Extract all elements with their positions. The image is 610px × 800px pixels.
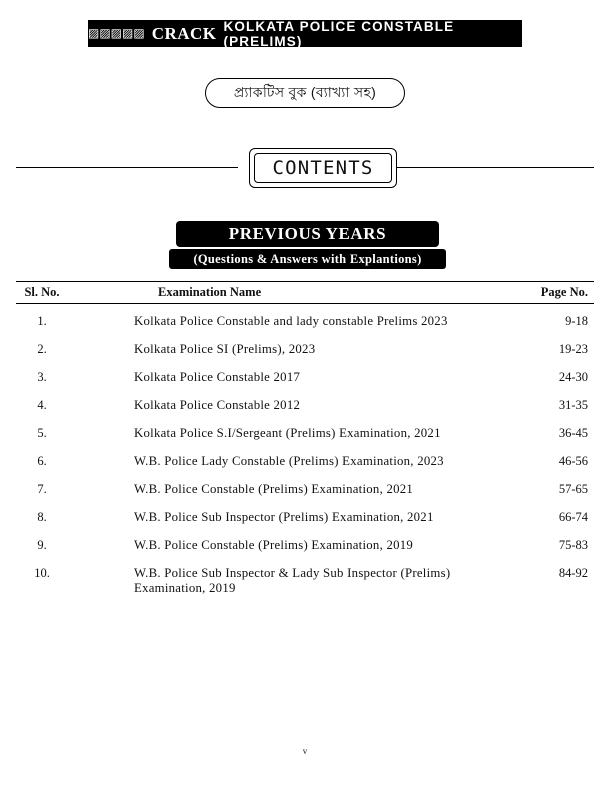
table-row[interactable] <box>16 398 594 426</box>
row-sl: 2. <box>37 342 47 357</box>
row-page: 46-56 <box>558 454 588 469</box>
contents-title: CONTENTS <box>272 157 374 179</box>
contents-heading <box>16 148 594 188</box>
section-title-text: PREVIOUS YEARS <box>228 224 387 243</box>
row-sl: 7. <box>37 482 47 497</box>
table-row[interactable] <box>16 566 594 594</box>
section-subtitle-banner <box>169 249 446 269</box>
row-name: Kolkata Police S.I/Sergeant (Prelims) Examination, 2021 <box>134 426 441 441</box>
table-row[interactable] <box>16 342 594 370</box>
row-sl: 5. <box>37 426 47 441</box>
row-page: 84-92 <box>558 566 588 581</box>
row-page: 31-35 <box>558 398 588 413</box>
row-name: Kolkata Police Constable 2017 <box>134 370 301 385</box>
table-header-row <box>16 282 594 303</box>
row-page: 19-23 <box>558 342 588 357</box>
row-name: W.B. Police Constable (Prelims) Examination, 2021 <box>134 482 414 497</box>
table-row[interactable] <box>16 538 594 566</box>
section-subtitle-text: (Questions & Answers with Explantions) <box>193 251 422 266</box>
row-name: W.B. Police Sub Inspector & Lady Sub Inspector (Prelims) Examination, 2019 <box>134 566 451 596</box>
row-sl: 6. <box>37 454 47 469</box>
row-name: W.B. Police Constable (Prelims) Examination, 2019 <box>134 538 414 553</box>
table-body <box>16 304 594 594</box>
row-sl: 8. <box>37 510 47 525</box>
contents-rule-left <box>16 167 238 168</box>
contents-box-inner <box>254 153 392 183</box>
contents-rule-right <box>372 167 594 168</box>
row-page: 36-45 <box>558 426 588 441</box>
table-row[interactable] <box>16 314 594 342</box>
row-page: 24-30 <box>558 370 588 385</box>
row-sl: 10. <box>34 566 50 581</box>
row-name: Kolkata Police SI (Prelims), 2023 <box>134 342 316 357</box>
row-name: Kolkata Police Constable and lady constable Prelims 2023 <box>134 314 448 329</box>
row-sl: 9. <box>37 538 47 553</box>
contents-table <box>16 281 594 594</box>
table-row[interactable] <box>16 370 594 398</box>
row-sl: 1. <box>37 314 47 329</box>
contents-box <box>249 148 397 188</box>
row-name: W.B. Police Lady Constable (Prelims) Examination, 2023 <box>134 454 444 469</box>
header-banner <box>88 20 522 47</box>
column-header-name: Examination Name <box>158 285 262 300</box>
exam-name: KOLKATA POLICE CONSTABLE (PRELIMS) <box>223 18 455 49</box>
row-name: W.B. Police Sub Inspector (Prelims) Examination, 2021 <box>134 510 434 525</box>
brand-name: CRACK <box>151 23 217 43</box>
table-row[interactable] <box>16 482 594 510</box>
subtitle-box <box>205 78 405 108</box>
table-row[interactable] <box>16 426 594 454</box>
row-page: 75-83 <box>558 538 588 553</box>
row-page: 66-74 <box>558 510 588 525</box>
subtitle-text: প্র্যাকটিস বুক (ব্যাখ্যা সহ) <box>233 84 377 100</box>
row-page: 9-18 <box>565 314 588 329</box>
column-header-sl: Sl. No. <box>24 285 60 300</box>
column-header-page: Page No. <box>540 285 588 300</box>
row-name: Kolkata Police Constable 2012 <box>134 398 301 413</box>
section-title-banner <box>176 221 439 247</box>
row-sl: 3. <box>37 370 47 385</box>
page-folio: v <box>302 746 308 756</box>
table-row[interactable] <box>16 454 594 482</box>
row-sl: 4. <box>37 398 47 413</box>
table-row[interactable] <box>16 510 594 538</box>
row-page: 57-65 <box>558 482 588 497</box>
brand-logo-icon: ▨▨▨▨▨ <box>88 25 145 40</box>
